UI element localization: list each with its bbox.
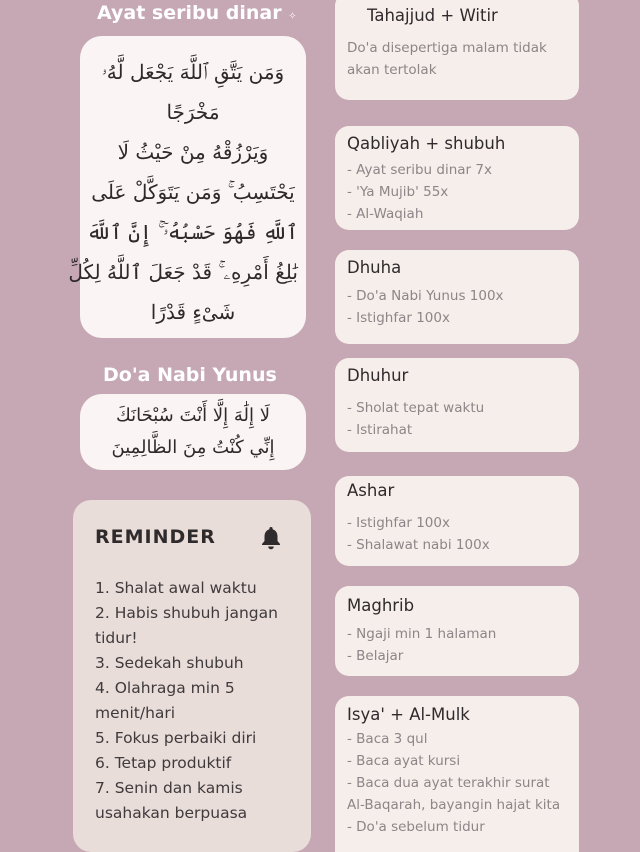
schedule-card-tahajjud bbox=[335, 0, 579, 100]
sparkle-icon: ✧ bbox=[288, 11, 297, 22]
card-item: - Do'a sebelum tidur bbox=[347, 819, 485, 835]
arabic-line: مَخْرَجًا bbox=[166, 100, 220, 124]
card-item: - Belajar bbox=[347, 648, 404, 664]
list-item: menit/hari bbox=[95, 704, 176, 722]
arabic-line: بَٰلِغُ أَمْرِهِۦ ۚ قَدْ جَعَلَ ٱللَّهُ لِكُلِّ bbox=[68, 260, 298, 284]
arabic-line: وَمَن يَتَّقِ ٱللَّهَ يَجْعَل لَّهُۥ bbox=[101, 60, 285, 84]
doa-nabi-yunus-card bbox=[80, 394, 306, 470]
card-item: - Shalawat nabi 100x bbox=[347, 537, 490, 553]
reminder-list bbox=[95, 576, 295, 826]
arabic-line: يَحْتَسِبُ ۚ وَمَن يَتَوَكَّلْ عَلَى bbox=[91, 180, 295, 204]
card-item: - Baca dua ayat terakhir surat bbox=[347, 775, 550, 791]
card-title: Tahajjud + Witir bbox=[367, 6, 498, 25]
card-title: Dhuhur bbox=[347, 366, 409, 385]
list-item: 5. Fokus perbaiki diri bbox=[95, 729, 257, 747]
ayat-seribu-dinar-heading: Ayat seribu dinar ✧ bbox=[97, 2, 297, 24]
list-item: 2. Habis shubuh jangan bbox=[95, 604, 278, 622]
arabic-line: إِنِّي كُنْتُ مِنَ الظَّالِمِينَ bbox=[111, 437, 275, 458]
list-item: 6. Tetap produktif bbox=[95, 754, 232, 772]
card-title: Maghrib bbox=[347, 596, 415, 615]
list-item: 3. Sedekah shubuh bbox=[95, 654, 244, 672]
list-item: 4. Olahraga min 5 bbox=[95, 679, 235, 697]
arabic-line: لَا إِلَٰهَ إِلَّا أَنْتَ سُبْحَانَكَ bbox=[115, 405, 271, 426]
bell-icon bbox=[261, 526, 281, 550]
schedule-card-qabliyah-shubuh bbox=[335, 126, 579, 230]
schedule-card-ashar bbox=[335, 476, 579, 566]
card-title: Dhuha bbox=[347, 258, 402, 277]
reminder-card bbox=[73, 500, 311, 852]
card-item: Do'a disepertiga malam tidak bbox=[347, 40, 547, 56]
ayat-seribu-dinar-card bbox=[68, 36, 306, 338]
card-item: Al-Baqarah, bayangin hajat kita bbox=[347, 797, 561, 813]
list-item: tidur! bbox=[95, 629, 138, 647]
card-item: - Baca 3 qul bbox=[347, 731, 428, 747]
card-title: Isya' + Al-Mulk bbox=[347, 705, 470, 724]
arabic-line: وَيَرْزُقْهُ مِنْ حَيْثُ لَا bbox=[117, 140, 269, 164]
card-item: akan tertolak bbox=[347, 62, 437, 78]
card-item: - Do'a Nabi Yunus 100x bbox=[347, 288, 504, 304]
doa-nabi-yunus-heading: Do'a Nabi Yunus bbox=[103, 364, 277, 386]
list-item: usahakan berpuasa bbox=[95, 804, 248, 822]
arabic-line: شَىْءٍ قَدْرًا bbox=[150, 300, 236, 324]
card-item: - Istighfar 100x bbox=[347, 310, 450, 326]
card-item: - Istirahat bbox=[347, 422, 413, 438]
card-item: - Baca ayat kursi bbox=[347, 753, 461, 769]
schedule-card-maghrib bbox=[335, 586, 579, 676]
card-item: - 'Ya Mujib' 55x bbox=[347, 184, 449, 200]
schedule-card-dhuha bbox=[335, 250, 579, 344]
schedule-card-isya bbox=[335, 696, 579, 852]
card-item: - Sholat tepat waktu bbox=[347, 400, 485, 416]
reminder-title: REMINDER bbox=[95, 526, 216, 548]
schedule-card-dhuhur bbox=[335, 358, 579, 452]
card-title: Ashar bbox=[347, 481, 395, 500]
list-item: 7. Senin dan kamis bbox=[95, 779, 243, 797]
card-item: - Al-Waqiah bbox=[347, 206, 424, 222]
card-item: - Istighfar 100x bbox=[347, 515, 450, 531]
card-item: - Ayat seribu dinar 7x bbox=[347, 162, 492, 178]
arabic-line: ٱللَّهِ فَهُوَ حَسْبُهُۥٓ ۚ إِنَّ ٱللَّهَ bbox=[86, 220, 298, 244]
card-title: Qabliyah + shubuh bbox=[347, 134, 506, 153]
card-item: - Ngaji min 1 halaman bbox=[347, 626, 497, 642]
list-item: 1. Shalat awal waktu bbox=[95, 579, 257, 597]
